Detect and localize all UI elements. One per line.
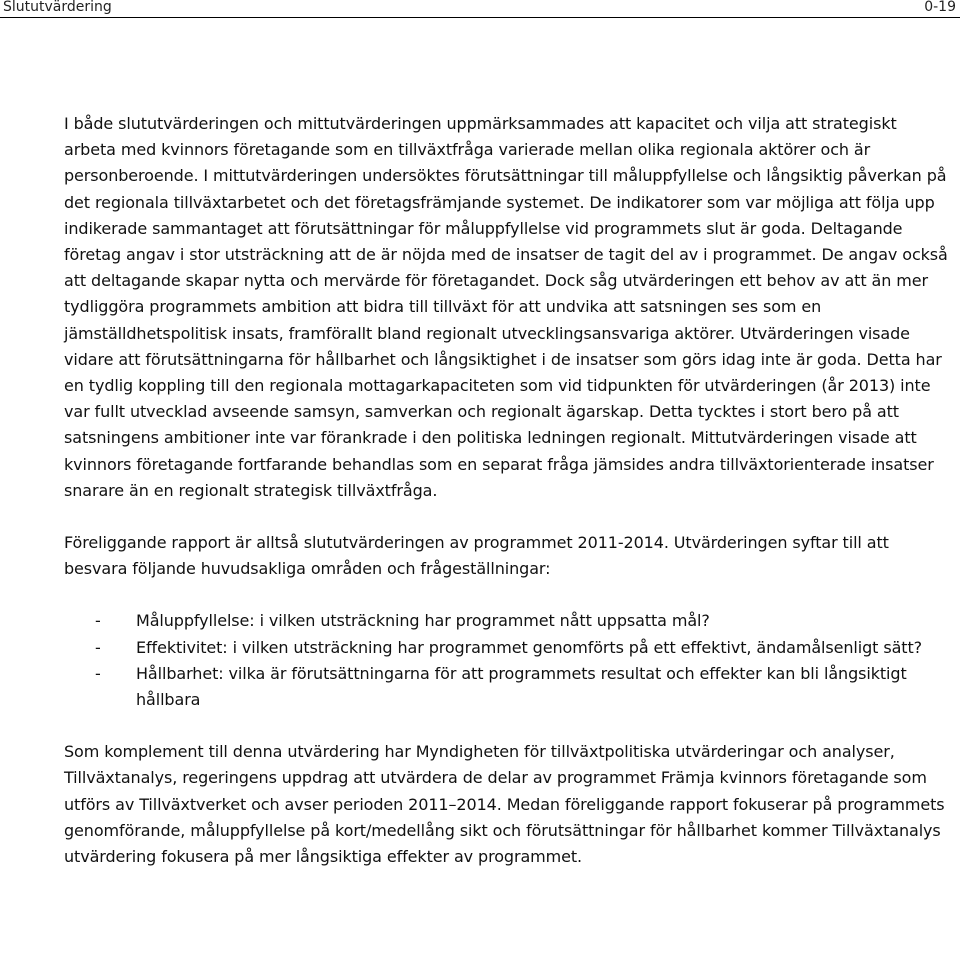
list-item-text: Måluppfyllelse: i vilken utsträckning har programmet nått uppsatta mål? [136,611,710,631]
list-item-text: Effektivitet: i vilken utsträckning har programmet genomförts på ett effektivt, ändamålsenligt sätt? [136,637,923,657]
list-item-text: Hållbarhet: vilka är förutsättningarna för att programmets resultat och effekter kan bli långsiktigt hållbara [136,663,907,710]
list-dash: - [95,611,101,631]
list-dash: - [95,637,101,657]
paragraph-gap [64,504,949,530]
list-item [64,635,949,661]
paragraph-evaluation-summary: I både slututvärderingen och mittutvärderingen uppmärksammades att kapacitet och vilja att strategiskt arbeta med kvinnors företagande som en tillväxtfråga varierade mellan olika regionala aktörer och är personberoende. I mittutvärderingen undersöktes förutsättningar till måluppfyllelse och långsiktig påverkan på det regionala tillväxtarbetet och det företagsfrämjande systemet. De indikatorer som var möjliga att följa upp indikerade sammantaget att förutsättningar för måluppfyllelse vid programmets slut är goda. Deltagande företag angav i stor utsträckning att de är nöjda med de insatser de tagit del av i programmet. De angav också att deltagande skapar nytta och mervärde för företagandet. Dock såg utvärderingen ett behov av att än mer tydliggöra programmets ambition att bidra till tillväxt för att undvika att satsningen ses som en jämställdhetspolitisk insats, framförallt bland regionalt utvecklingsansvariga aktörer. Utvärderingen visade vidare att förutsättningarna för hållbarhet och långsiktighet i de insatser som görs idag inte är goda. Detta har en tydlig koppling till den regionala mottagarkapaciteten som vid tidpunkten för utvärderingen (år 2013) inte var fullt utvecklad avseende samsyn, samverkan och regionalt ägarskap. Detta tycktes i stort bero på att satsningens ambitioner inte var förankrade i den politiska ledningen regionalt. Mittutvärderingen visade att kvinnors företagande fortfarande behandlas som en separat fråga jämsides andra tillväxtorienterade insatser snarare än en regionalt strategisk tillväxtfråga. [64,114,948,500]
question-list [64,608,949,713]
page-number: 0-19 [924,0,956,15]
paragraph-report-purpose: Föreliggande rapport är alltså slututvärderingen av programmet 2011-2014. Utvärderingen syftar till att besvara följande huvudsakliga områden och frågeställningar: [64,533,889,579]
paragraph-gap [64,713,949,739]
paragraph-gap [64,582,949,608]
page-header [0,0,960,18]
list-item [64,608,949,634]
paragraph-complement: Som komplement till denna utvärdering har Myndigheten för tillväxtpolitiska utvärderingar och analyser, Tillväxtanalys, regeringens uppdrag att utvärdera de delar av programmet Främja kvinnors företagande som utförs av Tillväxtverket och avser perioden 2011–2014. Medan föreliggande rapport fokuserar på programmets genomförande, måluppfyllelse på kort/medellång sikt och förutsättningar för hållbarhet kommer Tillväxtanalys utvärdering fokusera på mer långsiktiga effekter av programmet. [64,742,945,867]
list-item [64,661,949,713]
list-dash: - [95,663,101,683]
document-body [64,111,949,870]
document-title: Slututvärdering [3,0,112,15]
header-divider [0,17,960,18]
